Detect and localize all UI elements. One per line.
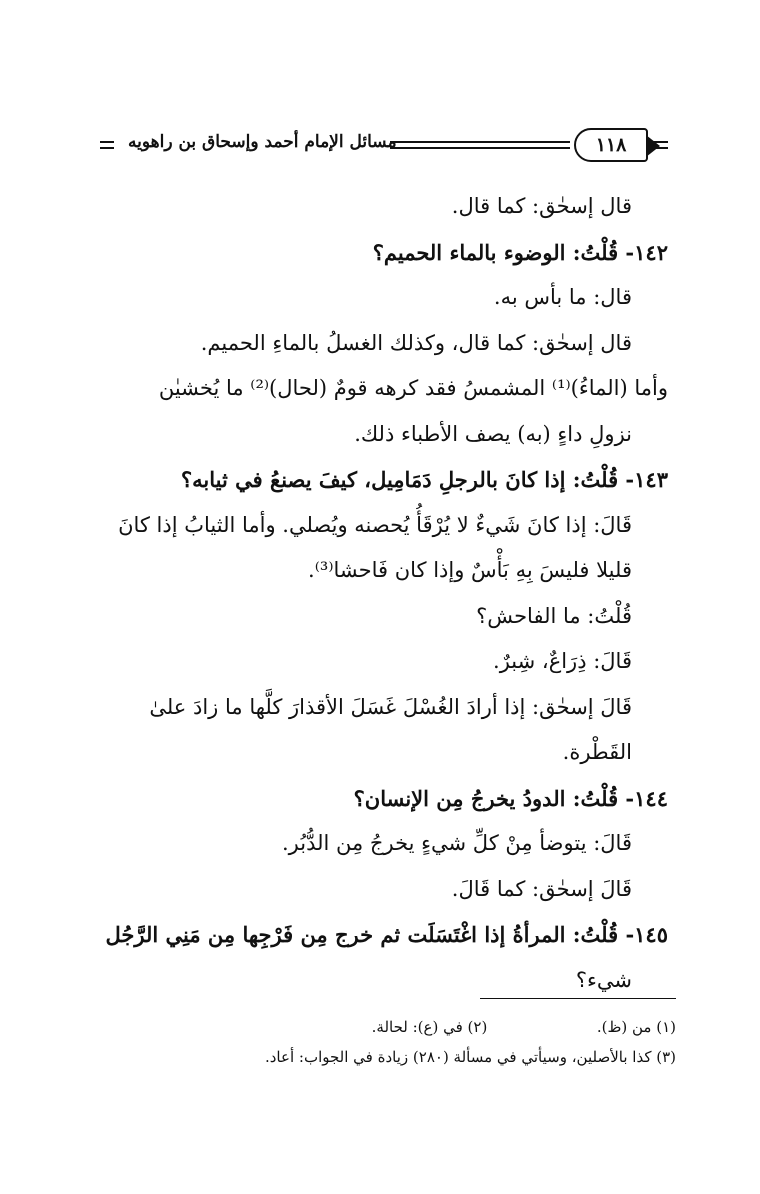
text-line: وأما (الماءُ)⁽¹⁾ المشمسُ فقد كرهه قومٌ (لحال)⁽²⁾ ما يُخشيٰن — [158, 376, 668, 400]
header-rule-left — [100, 141, 114, 149]
running-title: مسائل الإمام أحمد وإسحاق بن راهويه — [128, 132, 397, 152]
text-line: قال إسحٰق: كما قال. — [451, 194, 632, 218]
text-line: قَالَ إسحٰق: إذا أرادَ الغُسْلَ غَسَلَ الأقذارَ كلَّها ما زادَ علىٰ — [149, 694, 632, 719]
running-header — [100, 128, 668, 164]
text-line: قَالَ: يتوضأ مِنْ كلِّ شيءٍ يخرجُ مِن الدُّبُر. — [281, 831, 632, 855]
text-line: نزولِ داءٍ (به) يصف الأطباء ذلك. — [354, 421, 632, 446]
footnotes — [100, 1012, 676, 1072]
text-line: قال إسحٰق: كما قال، وكذلك الغسلُ بالماءِ الحميم. — [200, 330, 632, 355]
header-rule-middle — [390, 141, 570, 149]
text-line: شيء؟ — [575, 967, 632, 992]
text-line: قَالَ: ذِرَاعٌ، شِبرٌ. — [493, 649, 632, 673]
text-line: قليلا فليسَ بِهِ بَأْسٌ وإذا كان فَاحشا⁽³⁾. — [308, 558, 632, 582]
main-text — [100, 184, 668, 1003]
footnote-3: (٣) كذا بالأصلين، وسيأتي في مسألة (٢٨٠) زيادة في الجواب: أعاد. — [264, 1048, 676, 1066]
header-rule-right — [648, 141, 668, 149]
question-145: ١٤٥- قُلْتُ: المرأةُ إذا اغْتَسَلَت ثم خرج مِن فَرْجِها مِن مَنِي الرَّجُل — [105, 922, 668, 947]
text-line: قال: ما بأس به. — [493, 285, 632, 309]
footnote-divider — [480, 998, 676, 999]
question-144: ١٤٤- قُلْتُ: الدودُ يخرجُ مِن الإنسان؟ — [353, 785, 668, 811]
text-line: قَالَ: إذا كانَ شَيءٌ لا يُرْقَأُ يُحصنه ويُصلي. وأما الثيابُ إذا كانَ — [118, 512, 632, 537]
question-143: ١٤٣- قُلْتُ: إذا كانَ بالرجلِ دَمَامِيل، كيفَ يصنعُ في ثيابه؟ — [181, 467, 668, 492]
footnote-1: (١) من (ظ). — [596, 1018, 676, 1036]
footnote-row — [100, 1012, 676, 1042]
footnote-2: (٢) في (ع): لحالة. — [371, 1018, 488, 1036]
page-number: ١١٨ — [574, 128, 648, 162]
text-line: قُلْتُ: ما الفاحش؟ — [476, 603, 632, 628]
text-line: القَطْرة. — [562, 740, 632, 764]
question-142: ١٤٢- قُلْتُ: الوضوء بالماء الحميم؟ — [372, 239, 668, 265]
text-line: قَالَ إسحٰق: كما قَالَ. — [451, 876, 632, 901]
